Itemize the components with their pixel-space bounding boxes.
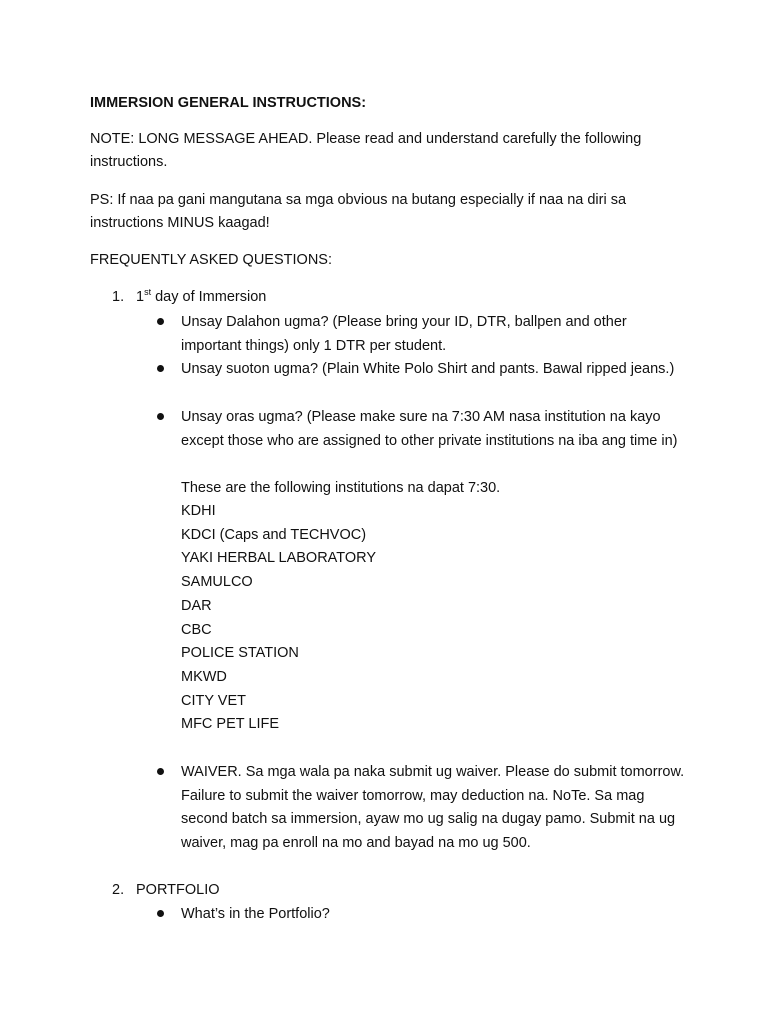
list-item: DAR <box>181 597 212 614</box>
bullet-icon <box>157 413 164 420</box>
day-number: 1 <box>136 289 145 305</box>
list-item: CITY VET <box>181 692 246 709</box>
list-item: POLICE STATION <box>181 645 299 662</box>
list-item-1-label <box>136 286 266 309</box>
bullet-waiver: WAIVER. Sa mga wala pa naka submit ug waiver. Please do submit tomorrow. Failure to submit the waiver tomorrow, may deduction na. NoTe. Sa mag second batch sa immersion, ayaw mo ug salig na dugay pamo. Submit na ug waiver, mag pa enroll na mo and bayad na mo ug 500. <box>181 764 685 851</box>
day-rest: day of Immersion <box>151 289 267 305</box>
list-item: YAKI HERBAL LABORATORY <box>181 550 377 567</box>
bullet-icon <box>157 768 164 775</box>
day-ordinal: st <box>144 287 152 298</box>
note-paragraph: NOTE: LONG MESSAGE AHEAD. Please read and understand carefully the following instructions. <box>90 131 642 170</box>
bullet-suoton: Unsay suoton ugma? (Plain White Polo Shirt and pants. Bawal ripped jeans.) <box>181 361 675 377</box>
faq-heading: FREQUENTLY ASKED QUESTIONS: <box>90 252 332 268</box>
document-title: IMMERSION GENERAL INSTRUCTIONS: <box>90 95 367 111</box>
list-number-1: 1. <box>112 289 125 305</box>
bullet-icon <box>157 365 164 372</box>
list-item: MKWD <box>181 668 227 685</box>
bullet-icon <box>157 910 164 917</box>
bullet-portfolio: What’s in the Portfolio? <box>181 906 330 922</box>
institutions-intro: These are the following institutions na dapat 7:30. <box>181 480 501 496</box>
list-item-2-label: PORTFOLIO <box>136 882 220 898</box>
bullet-icon <box>157 318 164 325</box>
list-item: SAMULCO <box>181 574 253 591</box>
list-item: MFC PET LIFE <box>181 716 280 733</box>
bullet-oras: Unsay oras ugma? (Please make sure na 7:30 AM nasa institution na kayo except those who are assigned to other private institutions na iba ang time in) <box>181 409 678 449</box>
list-item: KDCI (Caps and TECHVOC) <box>181 526 367 543</box>
list-item: CBC <box>181 621 212 638</box>
list-number-2: 2. <box>112 882 125 898</box>
list-item: KDHI <box>181 503 216 519</box>
bullet-dalahon: Unsay Dalahon ugma? (Please bring your ID, DTR, ballpen and other important things) only 1 DTR per student. <box>181 314 627 354</box>
ps-paragraph: PS: If naa pa gani mangutana sa mga obvious na butang especially if naa na diri sa instructions MINUS kaagad! <box>90 192 627 231</box>
institutions-list <box>181 500 376 737</box>
